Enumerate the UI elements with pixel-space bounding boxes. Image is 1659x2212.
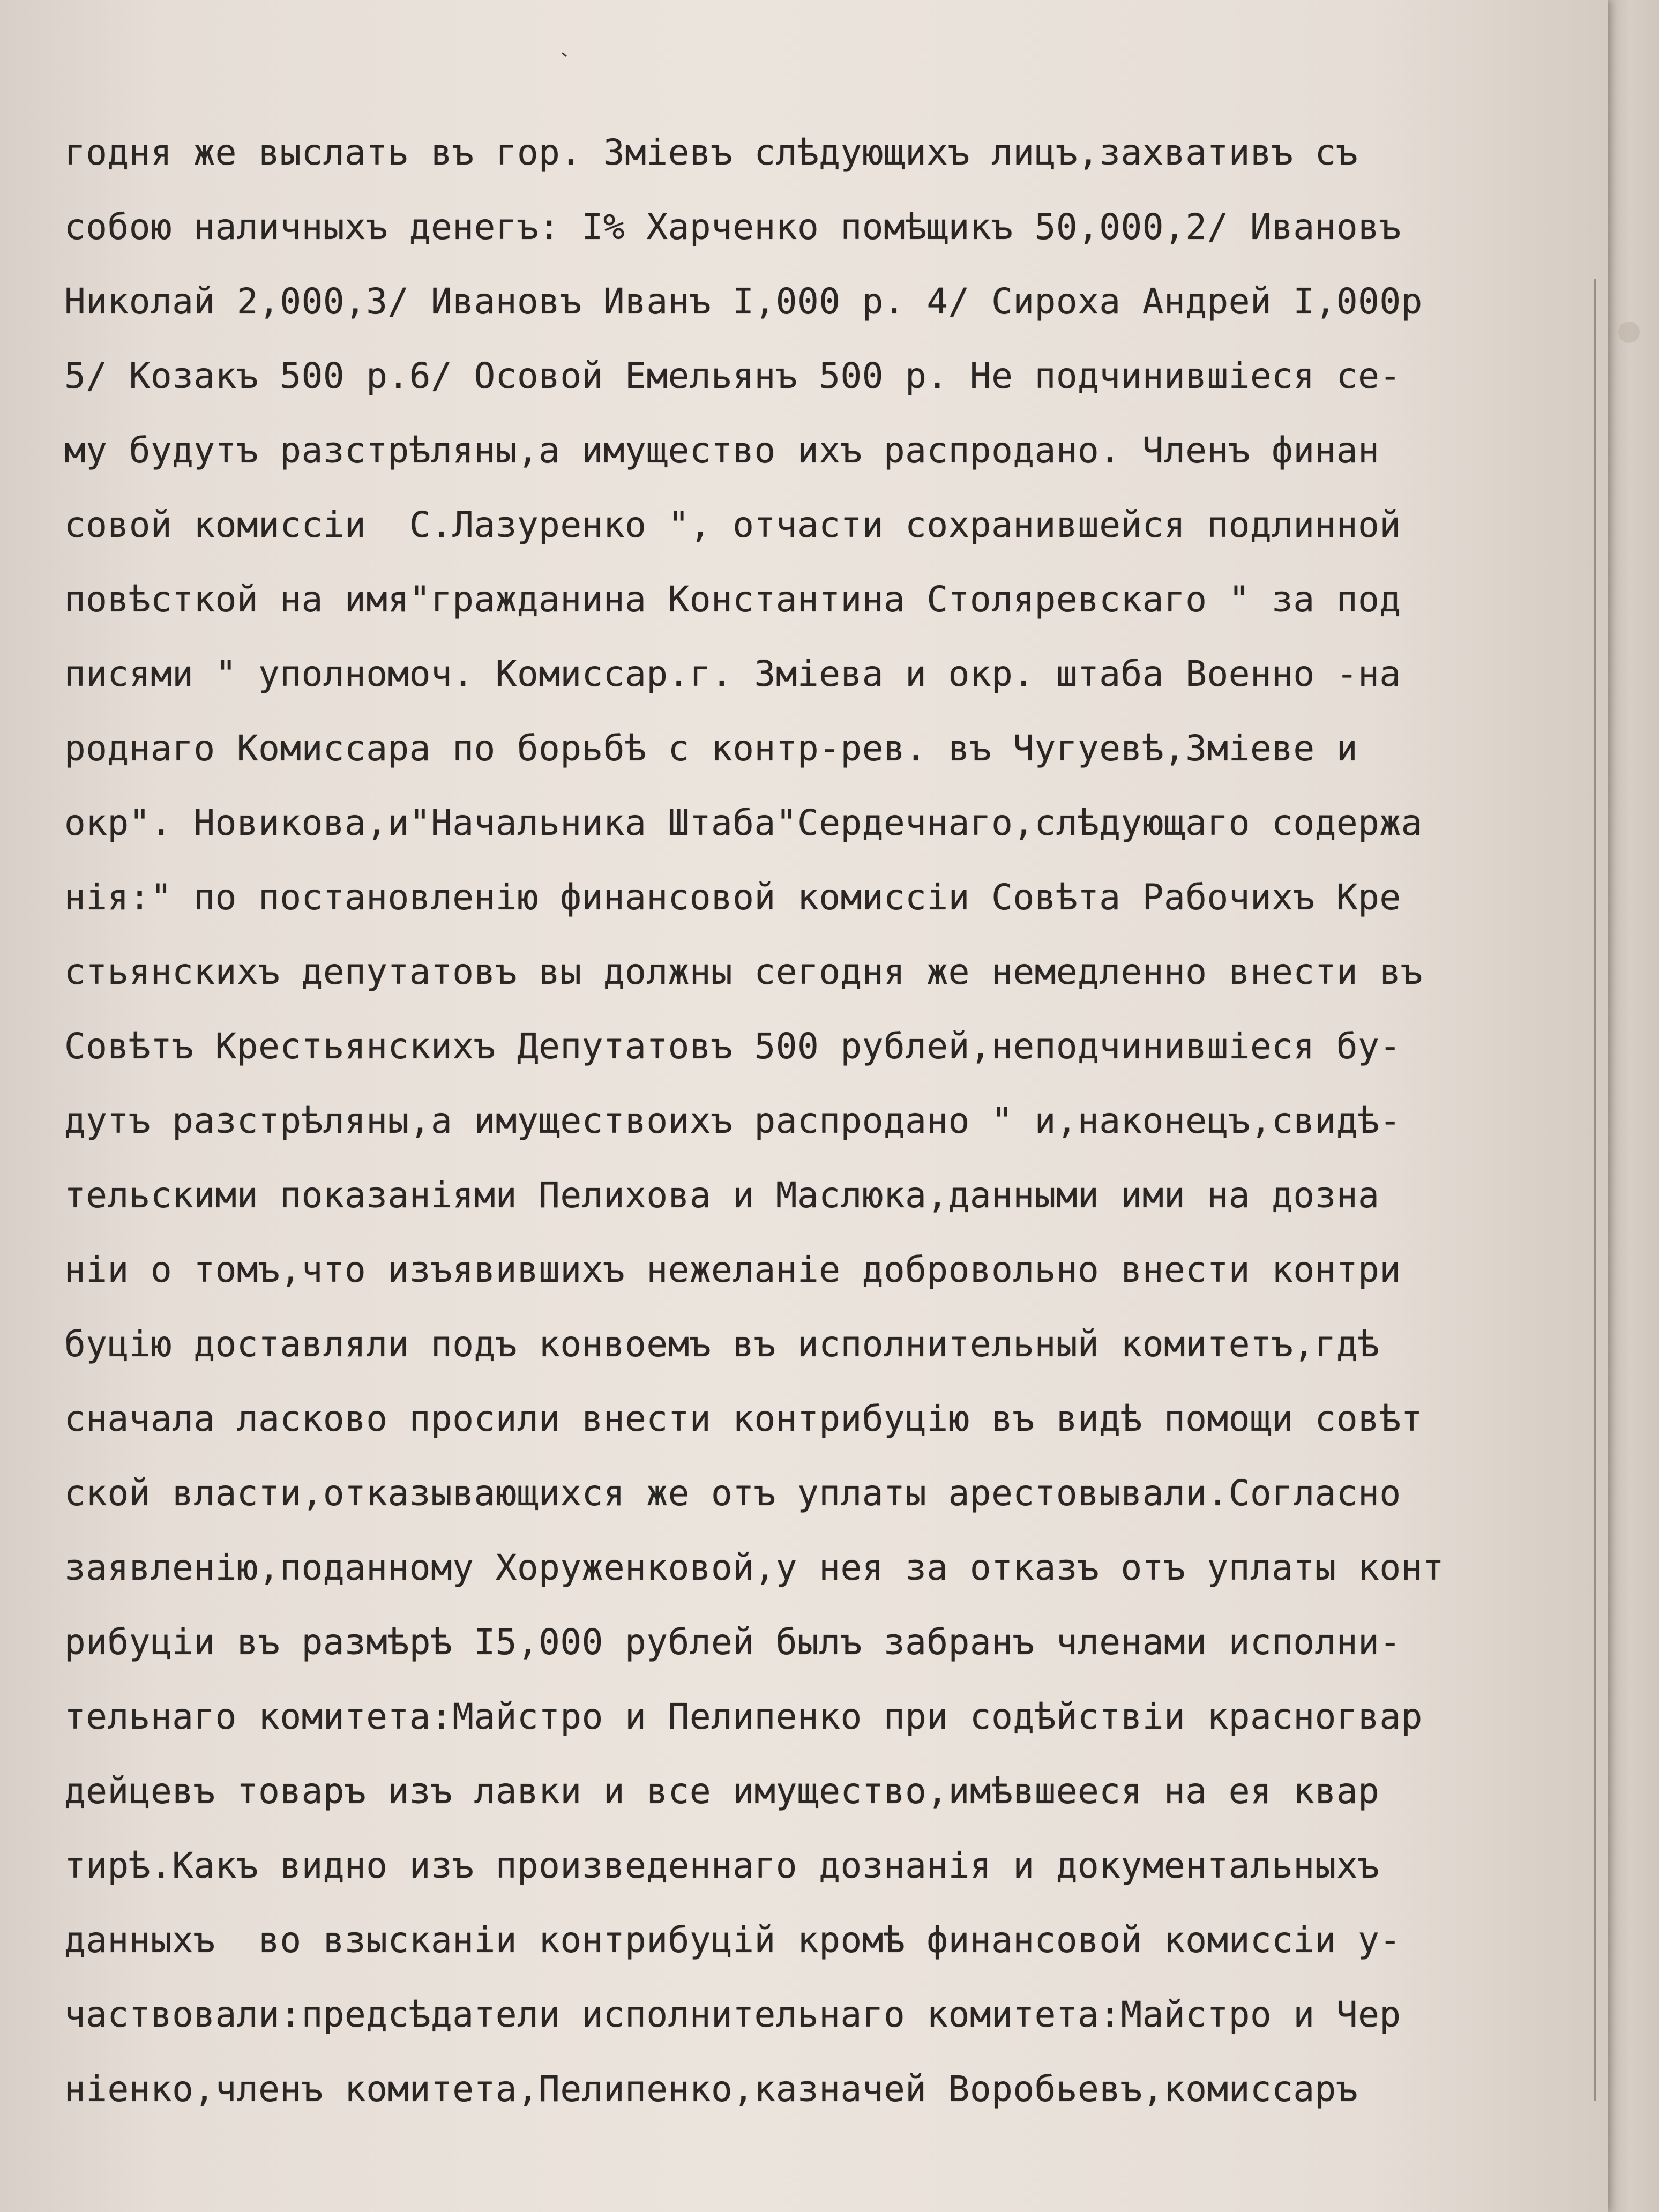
text-line: повѣсткой на имя"гражданина Константина Столяревскаго " за под	[64, 579, 1401, 620]
text-line: писями " уполномоч. Комиссар.г. Зміева и окр. штаба Военно -на	[64, 653, 1401, 694]
paper-stain	[1618, 322, 1640, 343]
text-line: тельнаго комитета:Майстро и Пелипенко при содѣйствіи красногвар	[64, 1696, 1423, 1737]
text-line: тирѣ.Какъ видно изъ произведеннаго дознанія и документальныхъ	[64, 1845, 1380, 1886]
text-line: совой комиссіи С.Лазуренко ", отчасти сохранившейся подлинной	[64, 504, 1401, 545]
text-line: дутъ разстрѣляны,а имуществоихъ распродано " и,наконецъ,свидѣ-	[64, 1100, 1401, 1141]
text-line: заявленію,поданному Хоруженковой,у нея за отказъ отъ уплаты конт	[64, 1547, 1445, 1588]
text-line: дейцевъ товаръ изъ лавки и все имущество,имѣвшееся на ея квар	[64, 1770, 1380, 1812]
text-line: буцію доставляли подъ конвоемъ въ исполнительный комитетъ,гдѣ	[64, 1324, 1380, 1365]
ink-mark	[562, 52, 567, 57]
text-line: Николай 2,000,3/ Ивановъ Иванъ I,000 р. 4/ Сироха Андрей I,000р	[64, 281, 1423, 322]
text-line: тельскими показаніями Пелихова и Маслюка,данными ими на дозна	[64, 1175, 1380, 1216]
text-line: роднаго Комиссара по борьбѣ с контр-рев. въ Чугуевѣ,Зміеве и	[64, 728, 1358, 769]
text-line: ніи о томъ,что изъявившихъ нежеланіе добровольно внести контри	[64, 1249, 1401, 1290]
text-line: частвовали:предсѣдатели исполнительнаго комитета:Майстро и Чер	[64, 1994, 1401, 2035]
text-line: му будутъ разстрѣляны,а имущество ихъ распродано. Членъ финан	[64, 430, 1380, 471]
text-line: сначала ласково просили внести контрибуцію въ видѣ помощи совѣт	[64, 1398, 1423, 1439]
text-line: данныхъ во взысканіи контрибуцій кромѣ финансовой комиссіи у-	[64, 1919, 1401, 1961]
text-line: Совѣтъ Крестьянскихъ Депутатовъ 500 рублей,неподчинившіеся бу-	[64, 1026, 1401, 1067]
text-line: ской власти,отказывающихся же отъ уплаты арестовывали.Согласно	[64, 1473, 1401, 1514]
text-line: рибуціи въ размѣрѣ I5,000 рублей былъ забранъ членами исполни-	[64, 1621, 1401, 1663]
text-line: стьянскихъ депутатовъ вы должны сегодня же немедленно внести въ	[64, 951, 1423, 992]
text-line: окр". Новикова,и"Начальника Штаба"Сердечнаго,слѣдующаго содержа	[64, 802, 1423, 843]
typewritten-text-block	[64, 115, 1597, 2126]
text-line: нія:" по постановленію финансовой комиссіи Совѣта Рабочихъ Кре	[64, 877, 1401, 918]
page-edge-shadow	[1594, 279, 1596, 2101]
text-line: годня же выслать въ гор. Зміевъ слѣдующихъ лицъ,захвативъ съ	[64, 132, 1358, 173]
text-line: 5/ Козакъ 500 р.6/ Осовой Емельянъ 500 р. Не подчинившіеся се-	[64, 355, 1401, 397]
text-line: собою наличныхъ денегъ: I% Харченко помѣщикъ 50,000,2/ Ивановъ	[64, 206, 1401, 248]
text-line: ніенко,членъ комитета,Пелипенко,казначей Воробьевъ,комиссаръ	[64, 2068, 1358, 2110]
